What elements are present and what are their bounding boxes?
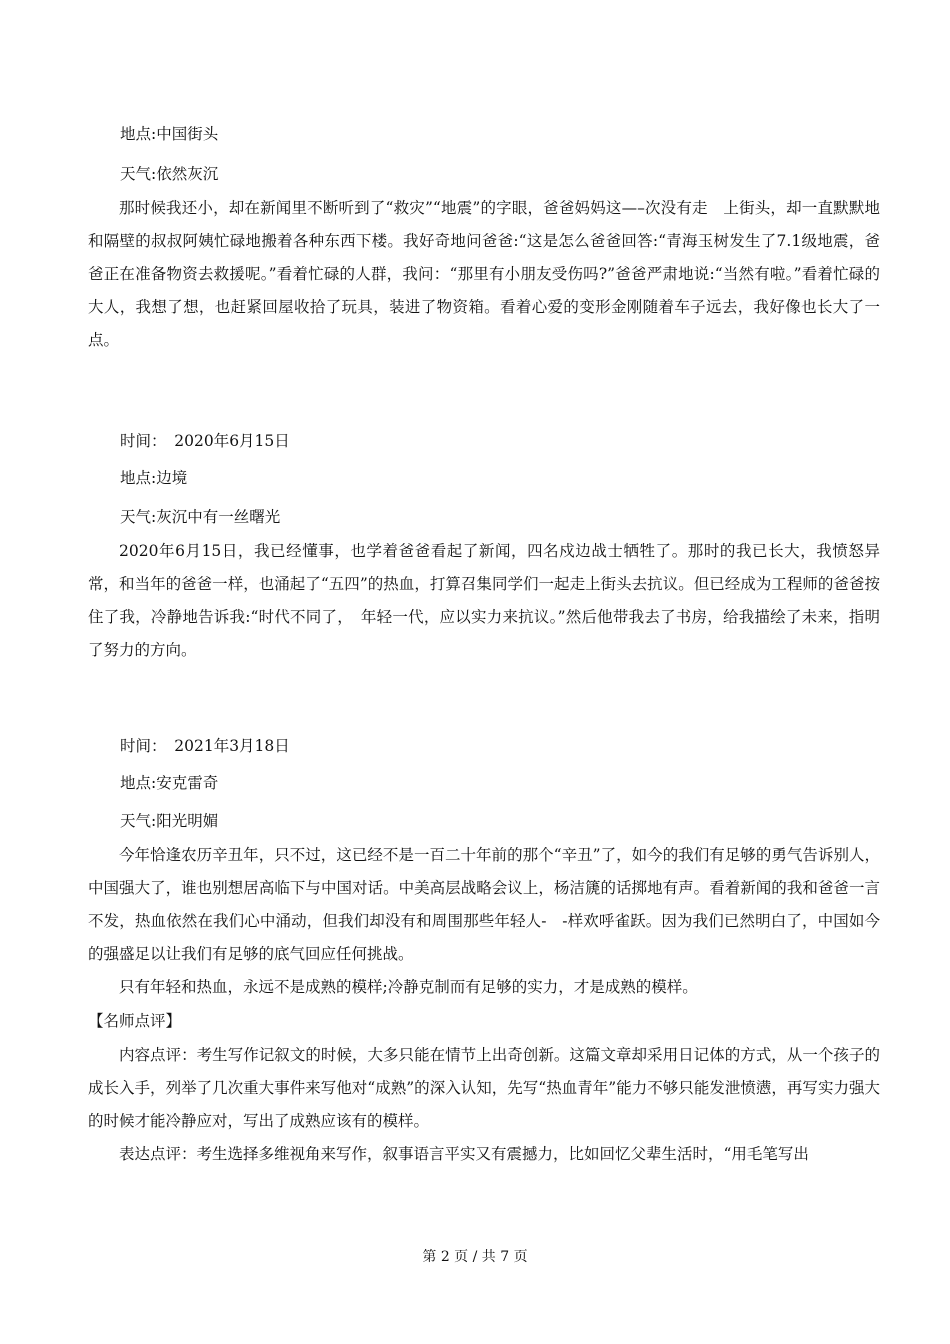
entry3-body: 今年恰逢农历辛丑年，只不过，这已经不是一百二十年前的那个“辛丑”了，如今的我们有足够的勇气告诉别人，中国强大了，谁也别想居高临下与中国对话。中美高层战略会议上，杨洁篪的话掷地有声。看着新闻的我和爸爸一言不发，热血依然在我们心中涌动，但我们却没有和周围那些年轻人- -样欢呼雀跃。因为我们已然明白了，中国如今的强盛足以让我们有足够的底气回应任何挑战。 bbox=[88, 846, 880, 963]
review-heading: 【名师点评】 bbox=[88, 1012, 182, 1030]
entry3-place: 地点:安克雷奇 bbox=[120, 774, 219, 792]
page-footer: 第 2 页 / 共 7 页 bbox=[422, 1249, 528, 1265]
review-expression: 表达点评：考生选择多维视角来写作，叙事语言平实又有震撼力，比如回忆父辈生活时，“用毛笔写出 bbox=[119, 1145, 809, 1163]
review-content: 内容点评：考生写作记叙文的时候，大多只能在情节上出奇创新。这篇文章却采用日记体的方式，从一个孩子的成长入手，列举了几次重大事件来写他对“成熟”的深入认知，先写“热血青年”能力不够只能发泄愤懑，再写实力强大的时候才能冷静应对，写出了成熟应该有的模样。 bbox=[88, 1046, 880, 1130]
entry2-place: 地点:边境 bbox=[120, 469, 188, 487]
entry3-conclusion: 只有年轻和热血，永远不是成熟的模样;冷静克制而有足够的实力，才是成熟的模样。 bbox=[119, 978, 698, 996]
entry2-time: 时间： 2020年6月15日 bbox=[120, 432, 290, 450]
entry1-weather: 天气:依然灰沉 bbox=[120, 165, 219, 183]
entry3-weather: 天气:阳光明媚 bbox=[120, 812, 219, 830]
entry1-body: 那时候我还小，却在新闻里不断听到了“救灾”“地震”的字眼，爸爸妈妈这—–次没有走 上街头，却一直默默地和隔壁的叔叔阿姨忙碌地搬着各种东西下楼。我好奇地问爸爸:“这是怎么爸爸回答:“青海玉树发生了7.1级地震，爸爸正在准备物资去救援呢。”看着忙碌的人群，我问：“那里有小朋友受伤吗?”爸爸严肃地说:“当然有啦。”看着忙碌的大人，我想了想，也赶紧回屋收拾了玩具，装进了物资箱。看着心爱的变形金刚随着车子远去，我好像也长大了一点。 bbox=[88, 199, 880, 349]
entry2-weather: 天气:灰沉中有一丝曙光 bbox=[120, 508, 281, 526]
entry2-body: 2020年6月15日，我已经懂事，也学着爸爸看起了新闻，四名戍边战士牺牲了。那时的我已长大，我愤怒异常，和当年的爸爸一样，也涌起了“五四”的热血，打算召集同学们一起走上街头去抗议。但已经成为工程师的爸爸按住了我，冷静地告诉我:“时代不同了， 年轻一代，应以实力来抗议。”然后他带我去了书房，给我描绘了未来，指明了努力的方向。 bbox=[88, 542, 880, 659]
entry3-time: 时间： 2021年3月18日 bbox=[120, 737, 290, 755]
entry1-place: 地点:中国街头 bbox=[120, 125, 219, 143]
